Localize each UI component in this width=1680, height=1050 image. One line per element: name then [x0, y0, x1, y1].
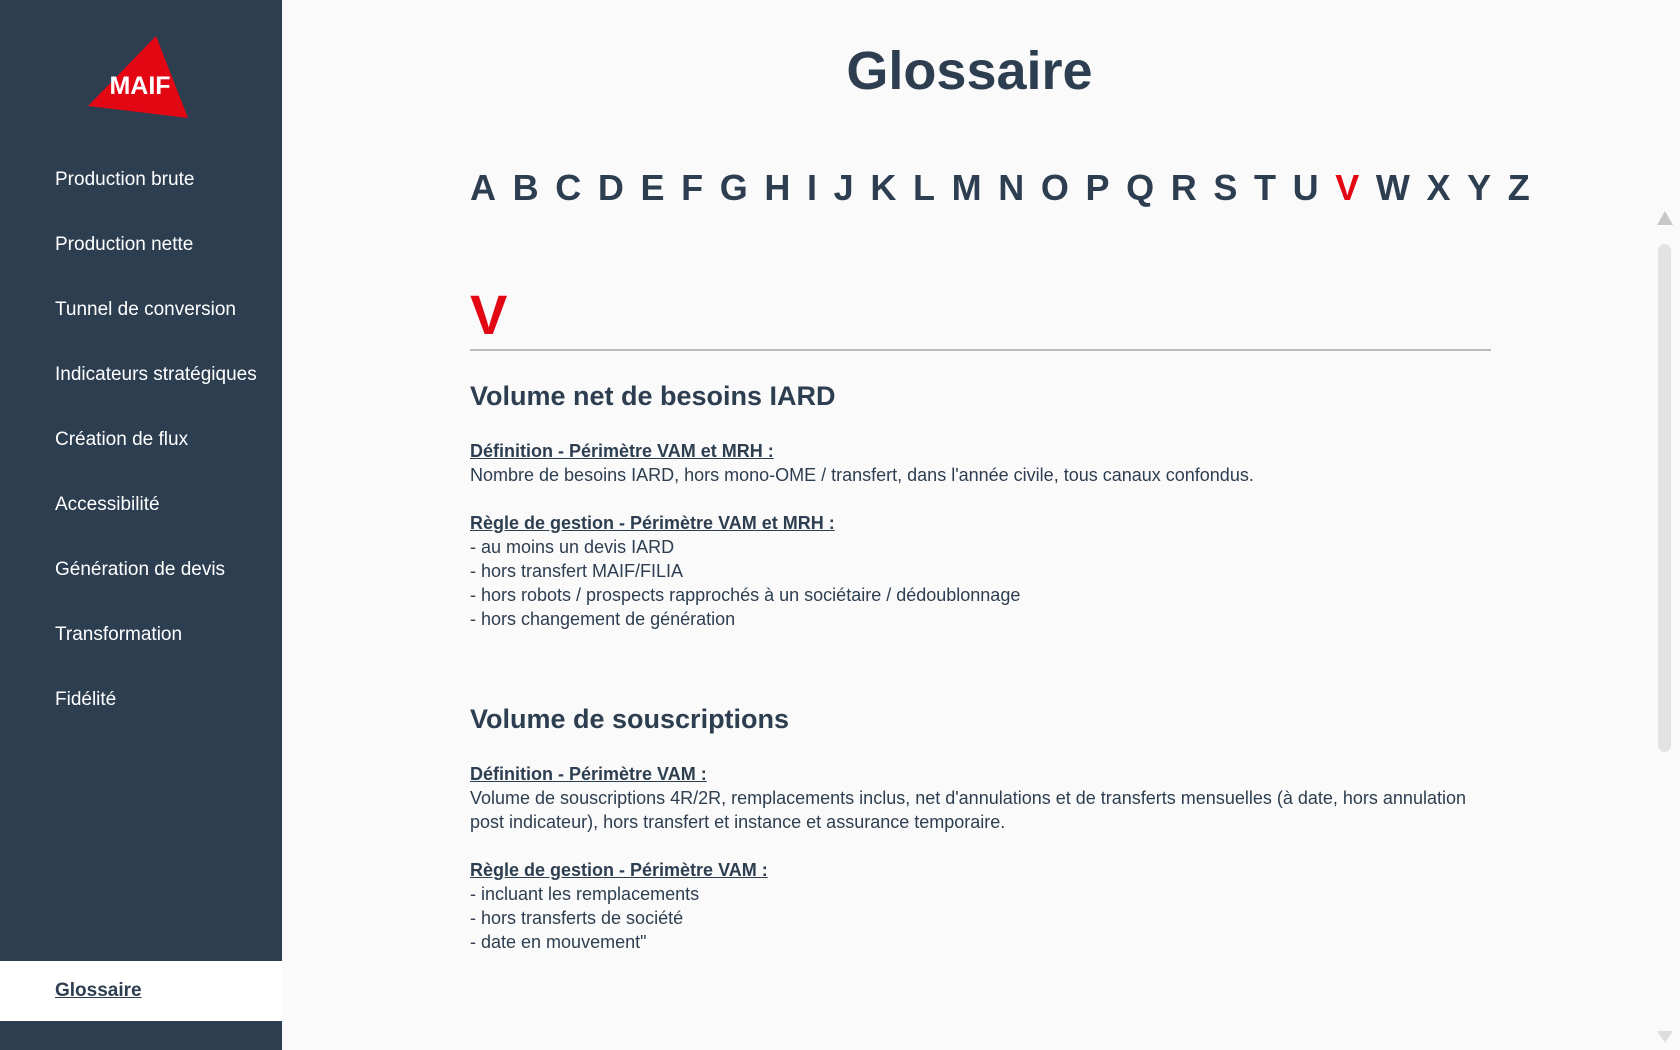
letter-link-b[interactable]: B	[512, 167, 539, 208]
definition-text: Nombre de besoins IARD, hors mono-OME / transfert, dans l'année civile, tous canaux confondus.	[470, 465, 1254, 485]
section-divider	[470, 349, 1491, 351]
sidebar	[0, 0, 282, 1050]
rule-block	[470, 858, 1491, 954]
definition-label: Définition - Périmètre VAM et MRH :	[470, 441, 774, 461]
letter-link-c[interactable]: C	[555, 167, 582, 208]
letter-link-l[interactable]: L	[912, 167, 935, 208]
letter-link-p[interactable]: P	[1085, 167, 1110, 208]
letter-link-d[interactable]: D	[597, 167, 624, 208]
page-title: Glossaire	[846, 41, 1093, 101]
letter-link-m[interactable]: M	[951, 167, 982, 208]
section-letter-heading: V	[470, 283, 508, 346]
sidebar-item-glossaire[interactable]: Glossaire	[0, 961, 282, 1021]
letter-link-u[interactable]: U	[1292, 167, 1319, 208]
letter-link-t[interactable]: T	[1254, 167, 1277, 208]
scrollbar-thumb[interactable]	[1658, 244, 1671, 752]
letter-link-h[interactable]: H	[764, 167, 791, 208]
entry-title: Volume de souscriptions	[470, 704, 790, 734]
sidebar-item-tunnel-de-conversion[interactable]: Tunnel de conversion	[55, 299, 236, 320]
letter-link-a[interactable]: A	[470, 167, 496, 208]
rule-line: - hors transferts de société	[470, 908, 684, 928]
letter-link-z[interactable]: Z	[1507, 167, 1530, 208]
scroll-up-arrow-icon[interactable]	[1657, 211, 1673, 225]
sidebar-item-fidelite[interactable]: Fidélité	[55, 689, 117, 710]
alphabet-nav	[470, 166, 1530, 210]
rule-line: - hors robots / prospects rapprochés à un sociétaire / dédoublonnage	[470, 585, 1021, 605]
sidebar-item-production-nette[interactable]: Production nette	[55, 234, 194, 255]
letter-link-r[interactable]: R	[1170, 167, 1197, 208]
scrollbar[interactable]	[1655, 208, 1673, 1050]
scroll-down-arrow-icon[interactable]	[1657, 1031, 1673, 1043]
letter-link-k[interactable]: K	[870, 167, 897, 208]
letter-link-x[interactable]: X	[1426, 167, 1451, 208]
sidebar-item-accessibilite[interactable]: Accessibilité	[55, 494, 160, 515]
letter-link-e[interactable]: E	[640, 167, 665, 208]
rule-block	[470, 511, 1491, 631]
rule-label: Règle de gestion - Périmètre VAM :	[470, 860, 768, 880]
letter-link-i[interactable]: I	[807, 167, 818, 208]
letter-link-j[interactable]: J	[833, 167, 854, 208]
sidebar-item-creation-de-flux[interactable]: Création de flux	[55, 429, 189, 450]
main-content	[282, 0, 1657, 1050]
definition-block	[470, 762, 1491, 834]
svg-text:MAIF: MAIF	[109, 72, 171, 100]
sidebar-item-production-brute[interactable]: Production brute	[55, 169, 195, 190]
sidebar-item-indicateurs-strategiques[interactable]: Indicateurs stratégiques	[55, 364, 257, 385]
rule-line: - date en mouvement"	[470, 932, 647, 952]
letter-link-w[interactable]: W	[1375, 167, 1410, 208]
sidebar-item-transformation[interactable]: Transformation	[55, 624, 183, 645]
glossary-entry	[470, 702, 1491, 978]
letter-link-n[interactable]: N	[998, 167, 1025, 208]
sidebar-item-generation-de-devis[interactable]: Génération de devis	[55, 559, 226, 580]
sidebar-nav	[0, 147, 282, 732]
letter-link-f[interactable]: F	[681, 167, 704, 208]
letter-link-y[interactable]: Y	[1467, 167, 1492, 208]
maif-logo[interactable]	[86, 34, 196, 120]
letter-link-v-active[interactable]: V	[1335, 167, 1360, 208]
definition-text: Volume de souscriptions 4R/2R, remplacements inclus, net d'annulations et de transferts mensuelles (à date, hors annulation post indicateur), hors transfert et instance et assurance temporaire.	[470, 788, 1466, 832]
rule-line: - au moins un devis IARD	[470, 537, 675, 557]
letter-link-g[interactable]: G	[719, 167, 748, 208]
glossary-entry	[470, 379, 1491, 655]
rule-line: - incluant les remplacements	[470, 884, 700, 904]
definition-block	[470, 439, 1491, 487]
definition-label: Définition - Périmètre VAM :	[470, 764, 707, 784]
rule-line: - hors transfert MAIF/FILIA	[470, 561, 684, 581]
rule-label: Règle de gestion - Périmètre VAM et MRH :	[470, 513, 835, 533]
letter-link-q[interactable]: Q	[1126, 167, 1155, 208]
entry-title: Volume net de besoins IARD	[470, 381, 836, 411]
rule-line: - hors changement de génération	[470, 609, 736, 629]
letter-link-o[interactable]: O	[1040, 167, 1069, 208]
letter-link-s[interactable]: S	[1213, 167, 1238, 208]
